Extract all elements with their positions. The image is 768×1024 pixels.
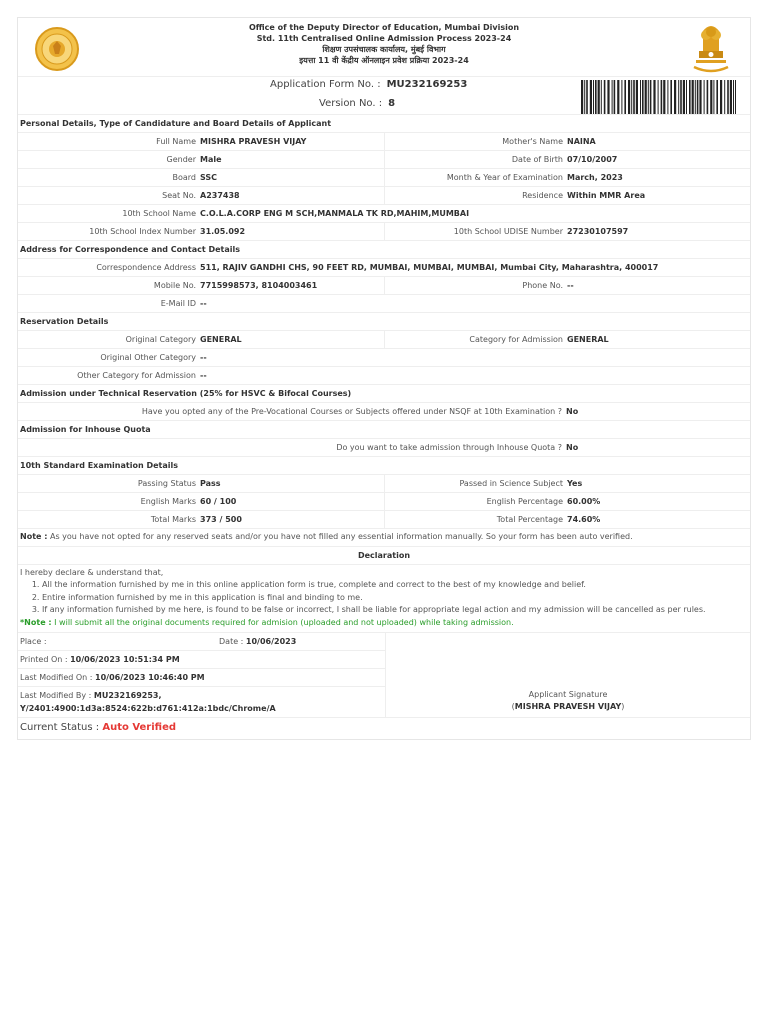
signature-name: MISHRA PRAVESH VIJAY <box>514 702 622 712</box>
section-exam: 10th Standard Examination Details <box>18 456 750 474</box>
header-line-1: Office of the Deputy Director of Education, Mumbai Division <box>248 23 520 32</box>
nsqf-question: Have you opted any of the Pre-Vocational Courses or Subjects offered under NSQF at 10th Examination ? <box>141 407 562 416</box>
place-label: Place : <box>20 637 47 647</box>
version-label: Version No. : <box>319 98 383 109</box>
seat-number: A237438 <box>200 191 240 200</box>
phone-number: -- <box>567 281 574 290</box>
section-technical: Admission under Technical Reservation (25% for HSVC & Bifocal Courses) <box>18 384 750 402</box>
signature-name-row: (MISHRA PRAVESH VIJAY) <box>511 702 625 712</box>
science-passed: Yes <box>567 479 583 488</box>
printed-value: 10/06/2023 10:51:34 PM <box>70 655 180 665</box>
modified-on-value: 10/06/2023 10:46:40 PM <box>95 673 205 683</box>
residence-label: Residence <box>522 191 563 200</box>
email-id: -- <box>200 299 207 308</box>
header-line-4: इयत्ता 11 वी केंद्रीय ऑनलाइन प्रवेश प्रक्रिया 2023-24 <box>299 56 469 65</box>
board: SSC <box>200 173 218 182</box>
table-row <box>18 348 750 366</box>
declaration-note-text: I will submit all the original documents required for admision (uploaded and not uploaded) while taking admission. <box>54 617 514 627</box>
auto-verify-note <box>18 528 750 546</box>
total-marks-label: Total Marks <box>150 515 196 524</box>
school-index: 31.05.092 <box>200 227 246 236</box>
printed-label: Printed On : <box>20 655 68 665</box>
version-number: 8 <box>388 98 396 109</box>
form-number-label: Application Form No. : <box>270 79 381 90</box>
footer-meta <box>18 633 385 717</box>
table-row <box>18 330 750 348</box>
phone-label: Phone No. <box>522 281 563 290</box>
mobile-number: 7715998573, 8104003461 <box>200 281 318 290</box>
signature-block <box>385 633 750 717</box>
declaration-item: 3. If any information furnished by me here, is found to be false or incorrect, I shall be liable for appropriate legal action and my admission will be cancelled as per rules. <box>42 604 748 616</box>
school-name: C.O.L.A.CORP ENG M SCH,MANMALA TK RD,MAHIM,MUMBAI <box>200 209 470 218</box>
board-label: Board <box>172 173 196 182</box>
status-label: Current Status : <box>20 722 100 734</box>
total-marks: 373 / 500 <box>200 515 242 524</box>
english-marks-label: English Marks <box>140 497 196 506</box>
declaration-note-label: *Note : <box>20 617 52 627</box>
admission-category-label: Category for Admission <box>469 335 563 344</box>
english-marks: 60 / 100 <box>200 497 237 506</box>
section-address: Address for Correspondence and Contact Details <box>18 240 750 258</box>
table-row <box>18 402 750 420</box>
other-admission-category-label: Other Category for Admission <box>77 371 196 380</box>
modified-by-row <box>18 687 385 717</box>
school-index-label: 10th School Index Number <box>89 227 196 236</box>
nsqf-answer: No <box>566 407 579 416</box>
dob: 07/10/2007 <box>567 155 618 164</box>
science-label: Passed in Science Subject <box>459 479 563 488</box>
original-other-category: -- <box>200 353 207 362</box>
table-row <box>18 222 750 240</box>
table-row <box>18 186 750 204</box>
table-row <box>18 168 750 186</box>
exam-month-label: Month & Year of Examination <box>446 173 563 182</box>
application-form <box>17 17 751 740</box>
table-row <box>18 510 750 528</box>
table-row <box>18 150 750 168</box>
email-label: E-Mail ID <box>160 299 196 308</box>
residence: Within MMR Area <box>567 191 646 200</box>
date-value: 10/06/2023 <box>245 637 297 647</box>
signature-label: Applicant Signature <box>528 690 608 700</box>
status-badge: Auto Verified <box>102 722 177 734</box>
total-percentage-label: Total Percentage <box>496 515 563 524</box>
correspondence-address: 511, RAJIV GANDHI CHS, 90 FEET RD, MUMBAI, MUMBAI, MUMBAI, Mumbai City, Maharashtra, 400017 <box>200 263 659 272</box>
address-label: Correspondence Address <box>96 263 196 272</box>
declaration-title: Declaration <box>18 546 750 564</box>
gender: Male <box>200 155 222 164</box>
form-number: MU232169253 <box>386 79 468 90</box>
udise-label: 10th School UDISE Number <box>453 227 563 236</box>
inhouse-question: Do you want to take admission through Inhouse Quota ? <box>336 443 562 452</box>
english-percentage: 60.00% <box>567 497 601 506</box>
date-label: Date : <box>219 637 244 647</box>
original-category-label: Original Category <box>125 335 196 344</box>
version-row <box>319 98 395 109</box>
form-number-row <box>270 79 467 90</box>
modified-on-label: Last Modified On : <box>20 673 93 683</box>
maharashtra-seal-icon <box>32 27 82 71</box>
declaration-note <box>20 617 748 629</box>
declaration-item: 1. All the information furnished by me in this online application form is true, complete and correct to the best of my knowledge and belief. <box>42 579 748 591</box>
total-percentage: 74.60% <box>567 515 601 524</box>
section-personal: Personal Details, Type of Candidature and Board Details of Applicant <box>18 114 750 132</box>
modified-by-label: Last Modified By : <box>20 691 92 701</box>
modified-by-agent: Y/2401:4900:1d3a:8524:622b:d761:412a:1bdc/Chrome/A <box>20 704 276 714</box>
table-row <box>18 276 750 294</box>
declaration-intro: I hereby declare & understand that, <box>20 568 164 577</box>
declaration <box>18 564 750 632</box>
original-other-category-label: Original Other Category <box>100 353 196 362</box>
inhouse-answer: No <box>566 443 579 452</box>
note-text: As you have not opted for any reserved seats and/or you have not filled any essential information manually. So your form has been auto verified. <box>49 532 633 541</box>
full-name-label: Full Name <box>156 137 196 146</box>
section-inhouse: Admission for Inhouse Quota <box>18 420 750 438</box>
printed-row <box>18 651 385 669</box>
english-percentage-label: English Percentage <box>486 497 563 506</box>
table-row <box>18 204 750 222</box>
mother-name-label: Mother's Name <box>502 137 563 146</box>
dob-label: Date of Birth <box>511 155 563 164</box>
signature <box>386 689 750 713</box>
india-emblem-icon <box>686 21 736 75</box>
udise-number: 27230107597 <box>567 227 629 236</box>
other-admission-category: -- <box>200 371 207 380</box>
modified-on-row <box>18 669 385 687</box>
header-line-3: शिक्षण उपसंचालक कार्यालय, मुंबई विभाग <box>322 45 446 54</box>
note-label: Note : <box>20 532 48 541</box>
passing-status-label: Passing Status <box>137 479 196 488</box>
gender-label: Gender <box>166 155 196 164</box>
table-row <box>18 474 750 492</box>
section-reservation: Reservation Details <box>18 312 750 330</box>
mother-name: NAINA <box>567 137 596 146</box>
seat-label: Seat No. <box>162 191 196 200</box>
table-row <box>18 132 750 150</box>
original-category: GENERAL <box>200 335 242 344</box>
passing-status: Pass <box>200 479 221 488</box>
current-status <box>18 717 750 739</box>
barcode <box>581 80 736 114</box>
mobile-label: Mobile No. <box>153 281 196 290</box>
place-date-row <box>18 633 385 651</box>
table-row <box>18 438 750 456</box>
form-header <box>18 18 750 76</box>
header-line-2: Std. 11th Centralised Online Admission Process 2023-24 <box>256 34 512 43</box>
table-row <box>18 366 750 384</box>
declaration-item: 2. Entire information furnished by me in this application is final and binding to me. <box>42 592 748 604</box>
table-row <box>18 258 750 276</box>
footer <box>18 632 750 717</box>
school-name-label: 10th School Name <box>122 209 196 218</box>
application-number-block <box>18 76 750 114</box>
exam-month: March, 2023 <box>567 173 623 182</box>
full-name: MISHRA PRAVESH VIJAY <box>200 137 307 146</box>
modified-by-value: MU232169253, <box>93 691 162 701</box>
table-row <box>18 492 750 510</box>
table-row <box>18 294 750 312</box>
admission-category: GENERAL <box>567 335 609 344</box>
